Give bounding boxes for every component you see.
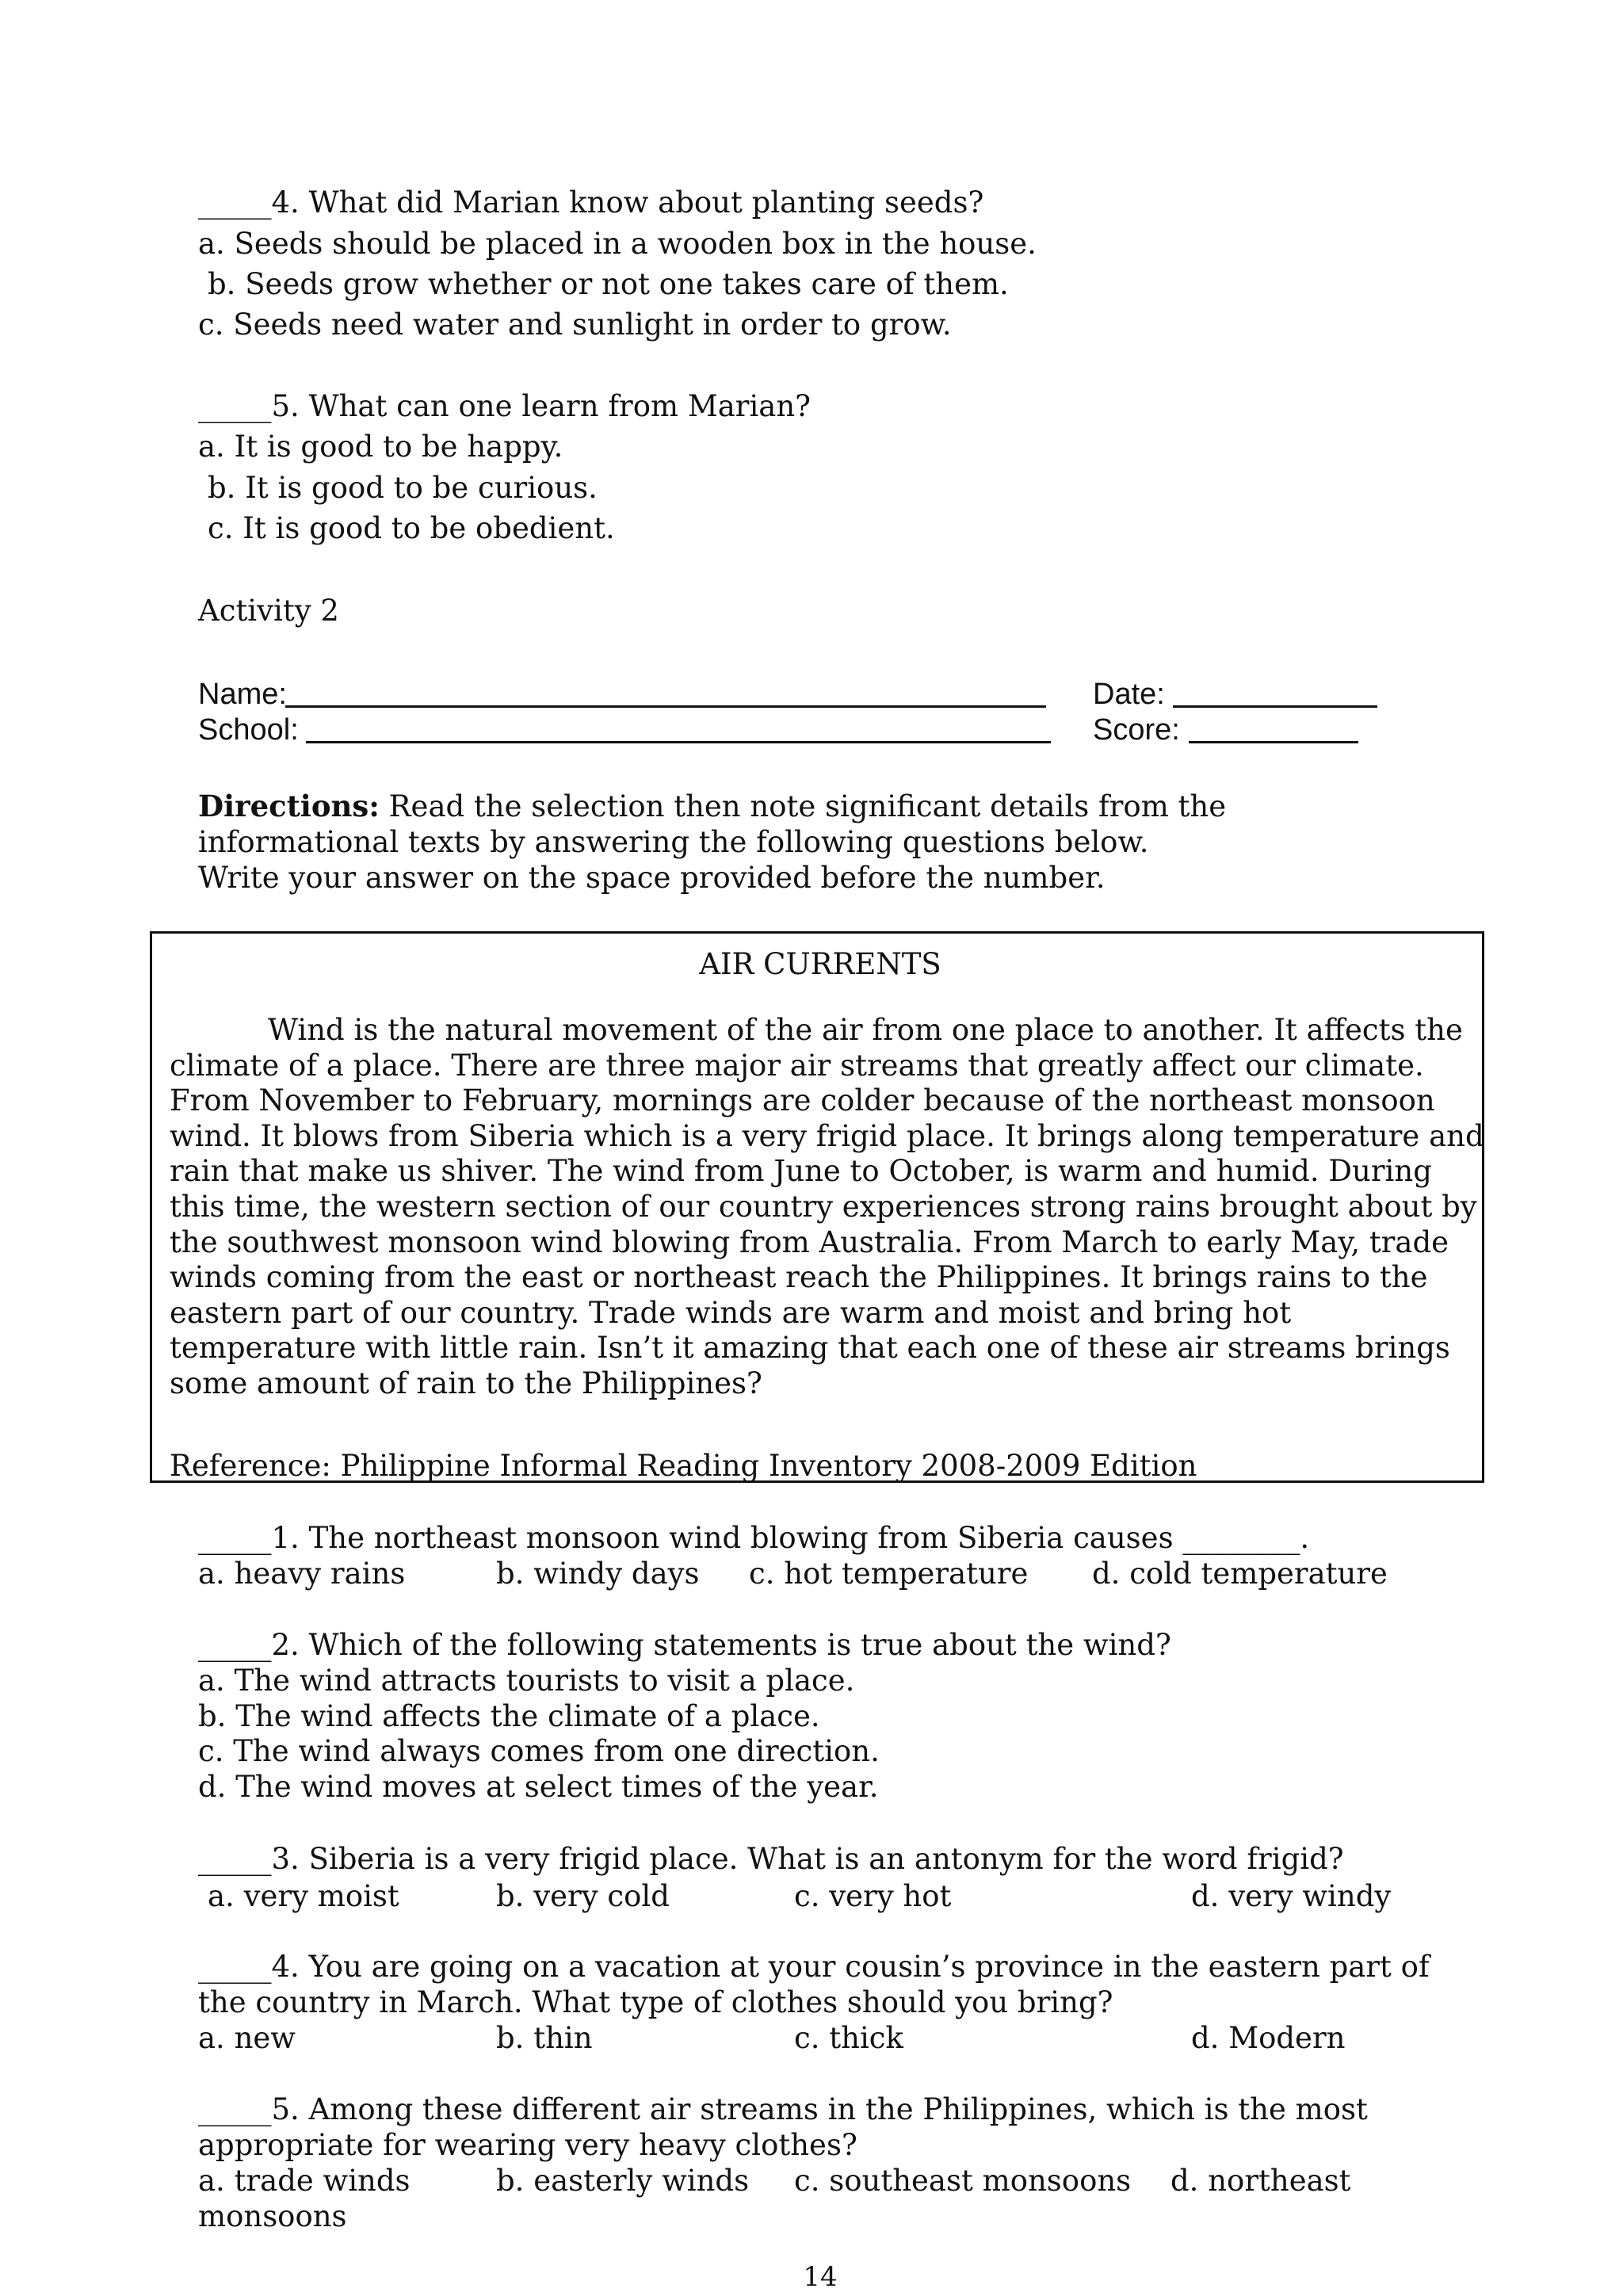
question-4b-stem-line-2: the country in March. What type of clothes should you bring? xyxy=(198,1985,1113,2019)
question-4-option-a: a. Seeds should be placed in a wooden box in the house. xyxy=(198,227,1037,261)
question-4-stem: _____4. What did Marian know about planting seeds? xyxy=(198,185,984,220)
question-5-option-a: a. It is good to be happy. xyxy=(198,430,563,464)
question-5b-stem-line-1: _____5. Among these different air streams in the Philippines, which is the most xyxy=(198,2092,1368,2126)
question-2-stem: _____2. Which of the following statements is true about the wind? xyxy=(198,1628,1171,1662)
date-field-line xyxy=(1173,705,1377,708)
score-field-line xyxy=(1189,741,1358,743)
selection-line: winds coming from the east or northeast reach the Philippines. It brings rains to the xyxy=(170,1260,1428,1295)
question-3-option-c: c. very hot xyxy=(794,1879,952,1913)
directions-line-1 xyxy=(198,789,1227,823)
selection-line: climate of a place. There are three major air streams that greatly affect our climate. xyxy=(170,1048,1424,1083)
directions-line-3: Write your answer on the space provided before the number. xyxy=(198,861,1106,895)
question-2-option-b: b. The wind affects the climate of a place. xyxy=(198,1699,820,1733)
question-4-option-b: b. Seeds grow whether or not one takes care of them. xyxy=(208,267,1009,301)
name-field-line xyxy=(285,705,1046,708)
date-label: Date: xyxy=(1093,678,1165,711)
school-label: School: xyxy=(198,713,299,747)
question-4b-option-a: a. new xyxy=(198,2021,296,2055)
question-1-option-a: a. heavy rains xyxy=(198,1557,406,1591)
selection-line: From November to February, mornings are colder because of the northeast monsoon xyxy=(170,1083,1435,1118)
directions-line-2: informational texts by answering the following questions below. xyxy=(198,825,1149,859)
directions-label: Directions: xyxy=(198,789,380,823)
question-5b-option-c: c. southeast monsoons xyxy=(794,2164,1132,2198)
question-5-option-c: c. It is good to be obedient. xyxy=(208,511,615,545)
selection-line: rain that make us shiver. The wind from June to October, is warm and humid. During xyxy=(170,1154,1432,1189)
question-5b-option-b: b. easterly winds xyxy=(496,2164,750,2198)
selection-line: some amount of rain to the Philippines? xyxy=(170,1366,762,1400)
selection-title: AIR CURRENTS xyxy=(699,947,941,981)
question-3-stem: _____3. Siberia is a very frigid place. What is an antonym for the word frigid? xyxy=(198,1842,1344,1876)
question-2-option-d: d. The wind moves at select times of the year. xyxy=(198,1770,879,1804)
selection-line: this time, the western section of our country experiences strong rains brought about by xyxy=(170,1189,1477,1224)
activity-title: Activity 2 xyxy=(198,594,339,628)
score-label: Score: xyxy=(1093,713,1180,747)
question-3-option-a: a. very moist xyxy=(208,1879,399,1913)
question-5-option-b: b. It is good to be curious. xyxy=(208,471,598,505)
page-number: 14 xyxy=(803,2261,838,2293)
question-4b-option-b: b. thin xyxy=(496,2021,593,2055)
name-label: Name: xyxy=(198,678,287,711)
question-1-option-b: b. windy days xyxy=(496,1557,700,1591)
selection-line: the southwest monsoon wind blowing from Australia. From March to early May, trade xyxy=(170,1224,1449,1259)
selection-line: Wind is the natural movement of the air from one place to another. It affects the xyxy=(268,1013,1463,1047)
directions-text-1: Read the selection then note significant details from the xyxy=(379,789,1227,823)
question-4b-option-d: d. Modern xyxy=(1191,2021,1346,2055)
question-5b-option-a: a. trade winds xyxy=(198,2164,411,2198)
question-1-option-c: c. hot temperature xyxy=(749,1557,1029,1591)
selection-reference: Reference: Philippine Informal Reading Inventory 2008-2009 Edition xyxy=(170,1449,1197,1483)
question-5b-option-d-wrap: monsoons xyxy=(198,2199,347,2233)
question-5-stem: _____5. What can one learn from Marian? xyxy=(198,389,812,423)
question-4-option-c: c. Seeds need water and sunlight in order to grow. xyxy=(198,308,952,342)
question-2-option-a: a. The wind attracts tourists to visit a place. xyxy=(198,1664,855,1698)
question-3-option-d: d. very windy xyxy=(1191,1879,1392,1913)
question-5b-option-d: d. northeast xyxy=(1170,2164,1351,2198)
selection-line: eastern part of our country. Trade winds are warm and moist and bring hot xyxy=(170,1295,1292,1330)
selection-line: wind. It blows from Siberia which is a very frigid place. It brings along temperature and xyxy=(170,1118,1484,1153)
question-4b-option-c: c. thick xyxy=(794,2021,903,2055)
question-2-option-c: c. The wind always comes from one direction. xyxy=(198,1734,880,1768)
question-4b-stem-line-1: _____4. You are going on a vacation at your cousin’s province in the eastern part of xyxy=(198,1950,1430,1984)
selection-paragraph xyxy=(170,1013,1484,1402)
question-3-option-b: b. very cold xyxy=(496,1879,670,1913)
question-1-stem: _____1. The northeast monsoon wind blowing from Siberia causes ________. xyxy=(198,1521,1310,1555)
question-5b-stem-line-2: appropriate for wearing very heavy clothes? xyxy=(198,2128,857,2162)
question-1-option-d: d. cold temperature xyxy=(1092,1557,1388,1591)
school-field-line xyxy=(306,741,1051,743)
selection-line: temperature with little rain. Isn’t it amazing that each one of these air streams brings xyxy=(170,1331,1450,1366)
